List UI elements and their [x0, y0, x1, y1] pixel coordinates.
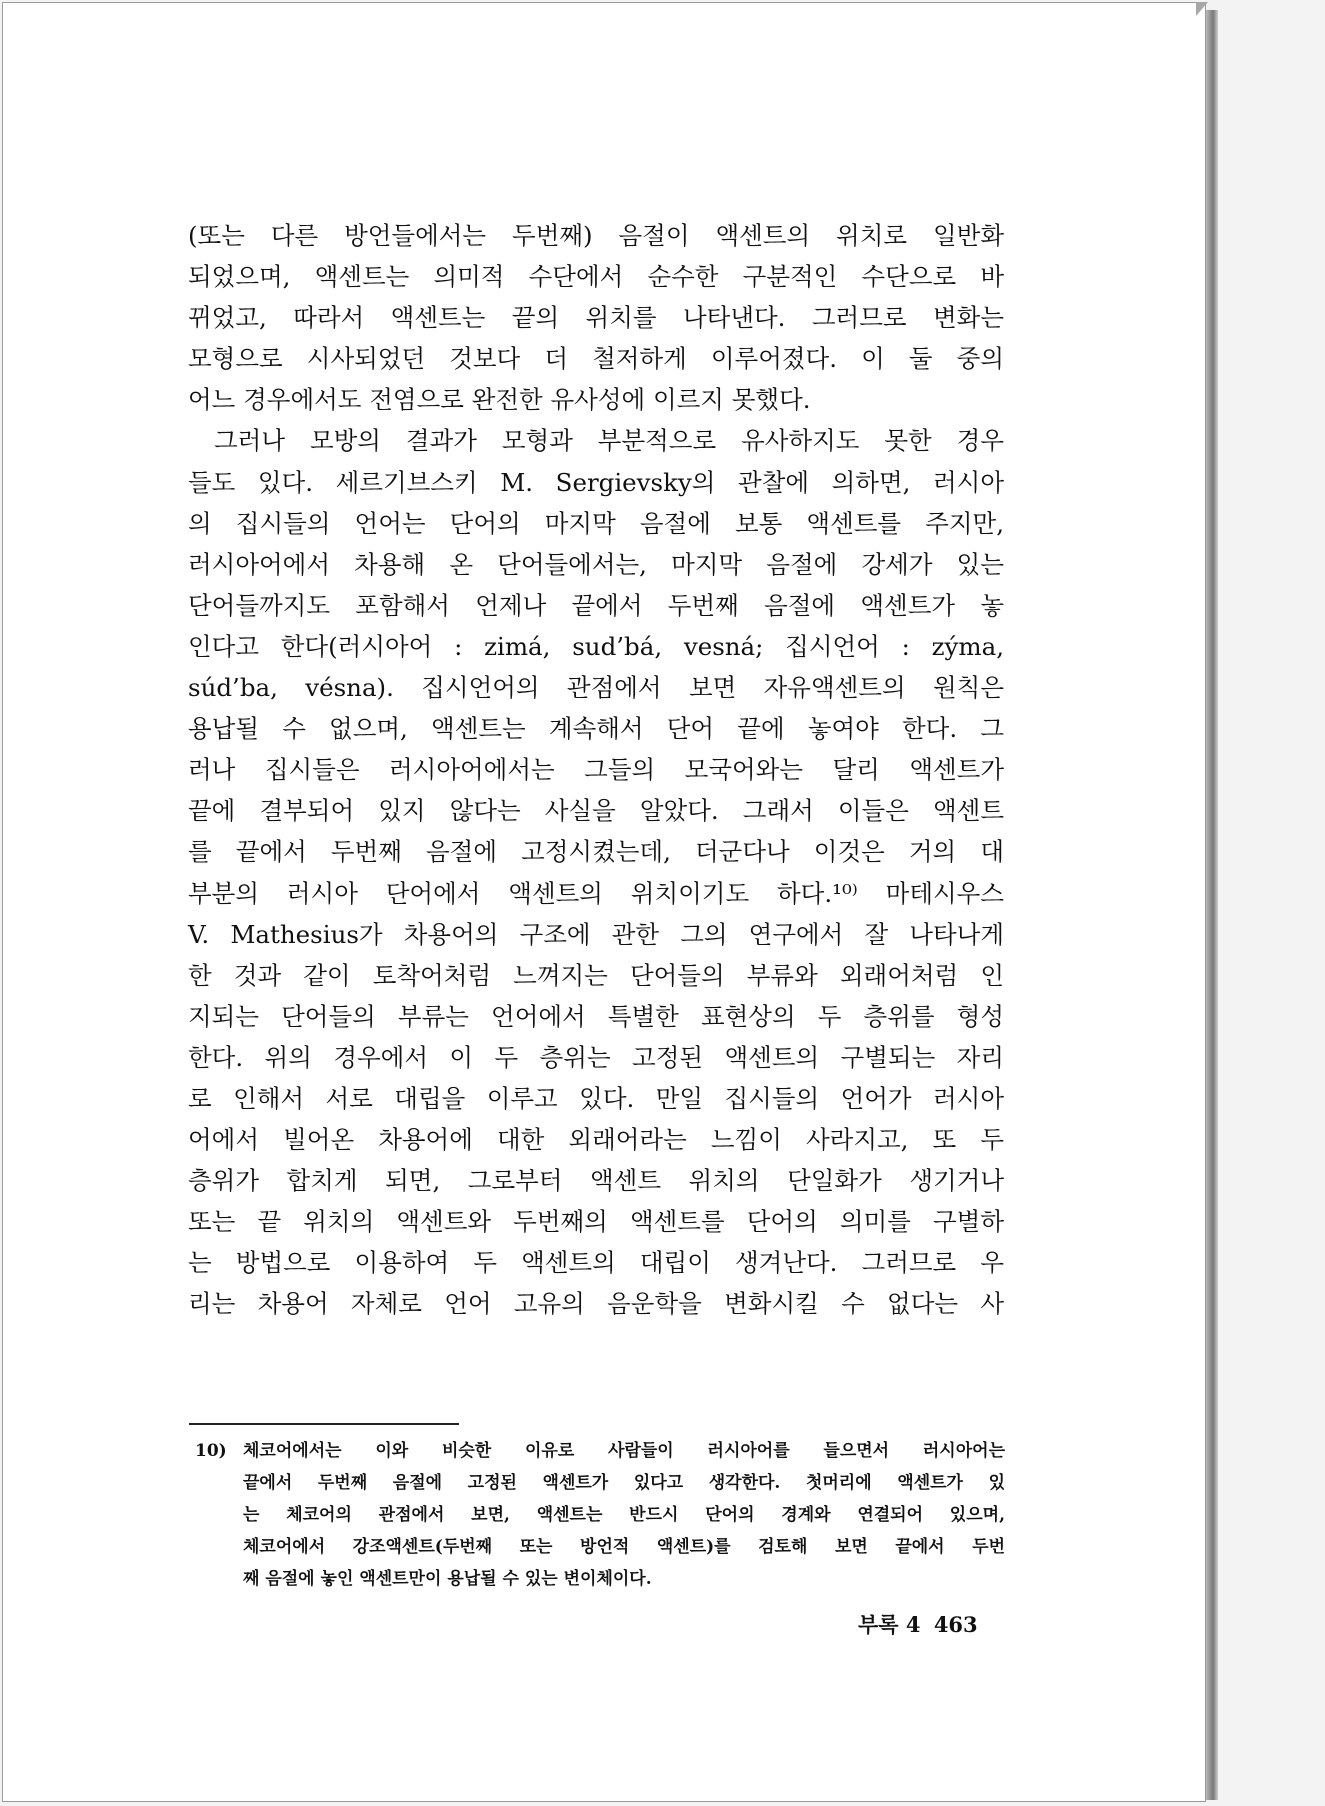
- footnote-line: 체코어에서 강조액센트(두번째 또는 방언적 액센트)를 검토해 보면 끝에서 두번: [243, 1537, 1006, 1557]
- page-footer: [858, 1609, 984, 1639]
- body-line: 들도 있다. 세르기브스키 M. Sergievsky의 관찰에 의하면, 러시아: [188, 467, 1004, 497]
- body-line: 모형으로 시사되었던 것보다 더 철저하게 이루어졌다. 이 둘 중의: [188, 344, 1004, 374]
- body-line: súd’ba, vésna). 집시언어의 관점에서 보면 자유액센트의 원칙은: [188, 673, 1004, 703]
- body-line: 어에서 빌어온 차용어에 대한 외래어라는 느낌이 사라지고, 또 두: [188, 1125, 1004, 1155]
- footnote-line: 째 음절에 놓인 액센트만이 용납될 수 있는 변이체이다.: [243, 1569, 652, 1589]
- body-line: 또는 끝 위치의 액센트와 두번째의 액센트를 단어의 의미를 구별하: [188, 1207, 1004, 1237]
- body-line: 그러나 모방의 결과가 모형과 부분적으로 유사하지도 못한 경우: [214, 426, 1004, 456]
- body-line: 용납될 수 없으며, 액센트는 계속해서 단어 끝에 놓여야 한다. 그: [188, 714, 1004, 744]
- body-line: 끝에 결부되어 있지 않다는 사실을 알았다. 그래서 이들은 액센트: [188, 796, 1004, 826]
- body-line: V. Mathesius가 차용어의 구조에 관한 그의 연구에서 잘 나타나게: [188, 919, 1004, 949]
- body-line: 러시아어에서 차용해 온 단어들에서는, 마지막 음절에 강세가 있는: [188, 549, 1004, 579]
- body-line: 뀌었고, 따라서 액센트는 끝의 위치를 나타낸다. 그러므로 변화는: [188, 303, 1004, 333]
- body-line: (또는 다른 방언들에서는 두번째) 음절이 액센트의 위치로 일반화: [188, 221, 1004, 250]
- body-line: 층위가 합치게 되면, 그로부터 액센트 위치의 단일화가 생기거나: [188, 1166, 1004, 1196]
- body-line: 인다고 한다(러시아어 : zimá, sud’bá, vesná; 집시언어 : zýma,: [188, 631, 1004, 661]
- footnote-line: 끝에서 두번째 음절에 고정된 액센트가 있다고 생각한다. 첫머리에 액센트가 있: [243, 1473, 1006, 1493]
- book-page: [2, 2, 1206, 1802]
- body-line: 를 끝에서 두번째 음절에 고정시켰는데, 더군다나 이것은 거의 대: [188, 837, 1004, 867]
- body-text: [188, 215, 1004, 1325]
- body-line: 의 집시들의 언어는 단어의 마지막 음절에 보통 액센트를 주지만,: [188, 508, 1004, 538]
- section-label: 부록 4: [858, 1612, 921, 1637]
- footnote: [195, 1435, 1005, 1595]
- body-line: 되었으며, 액센트는 의미적 수단에서 순수한 구분적인 수단으로 바: [188, 262, 1004, 292]
- body-line: 한다. 위의 경우에서 이 두 층위는 고정된 액센트의 구별되는 자리: [188, 1042, 1004, 1072]
- body-line: 리는 차용어 자체로 언어 고유의 음운학을 변화시킬 수 없다는 사: [188, 1289, 1004, 1319]
- body-line: 한 것과 같이 토착어처럼 느껴지는 단어들의 부류와 외래어처럼 인: [188, 960, 1004, 990]
- footnote-line: 는 체코어의 관점에서 보면, 액센트는 반드시 단어의 경계와 연결되어 있으며,: [243, 1505, 1005, 1525]
- footnote-number: 10): [195, 1441, 227, 1461]
- body-line: 어느 경우에서도 전염으로 완전한 유사성에 이르지 못했다.: [188, 385, 811, 415]
- body-line: 로 인해서 서로 대립을 이루고 있다. 만일 집시들의 언어가 러시아: [188, 1083, 1004, 1113]
- body-line: 단어들까지도 포함해서 언제나 끝에서 두번째 음절에 액센트가 놓: [188, 590, 1004, 620]
- body-line: 러나 집시들은 러시아어에서는 그들의 모국어와는 달리 액센트가: [188, 755, 1004, 785]
- footnote-line: [195, 1435, 1005, 1467]
- page-edge-shadow: [1206, 10, 1218, 1800]
- body-line: 지되는 단어들의 부류는 언어에서 특별한 표현상의 두 층위를 형성: [188, 1001, 1004, 1031]
- page-number: 463: [933, 1612, 978, 1637]
- footnote-text: 체코어에서는 이와 비슷한 이유로 사람들이 러시아어를 들으면서 러시아어는: [243, 1441, 1005, 1461]
- body-line: 부분의 러시아 단어에서 액센트의 위치이기도 하다.¹⁰⁾ 마테시우스: [188, 878, 1004, 908]
- body-line: 는 방법으로 이용하여 두 액센트의 대립이 생겨난다. 그러므로 우: [188, 1248, 1004, 1278]
- footnote-divider: [189, 1423, 459, 1425]
- page-corner: [1196, 2, 1208, 16]
